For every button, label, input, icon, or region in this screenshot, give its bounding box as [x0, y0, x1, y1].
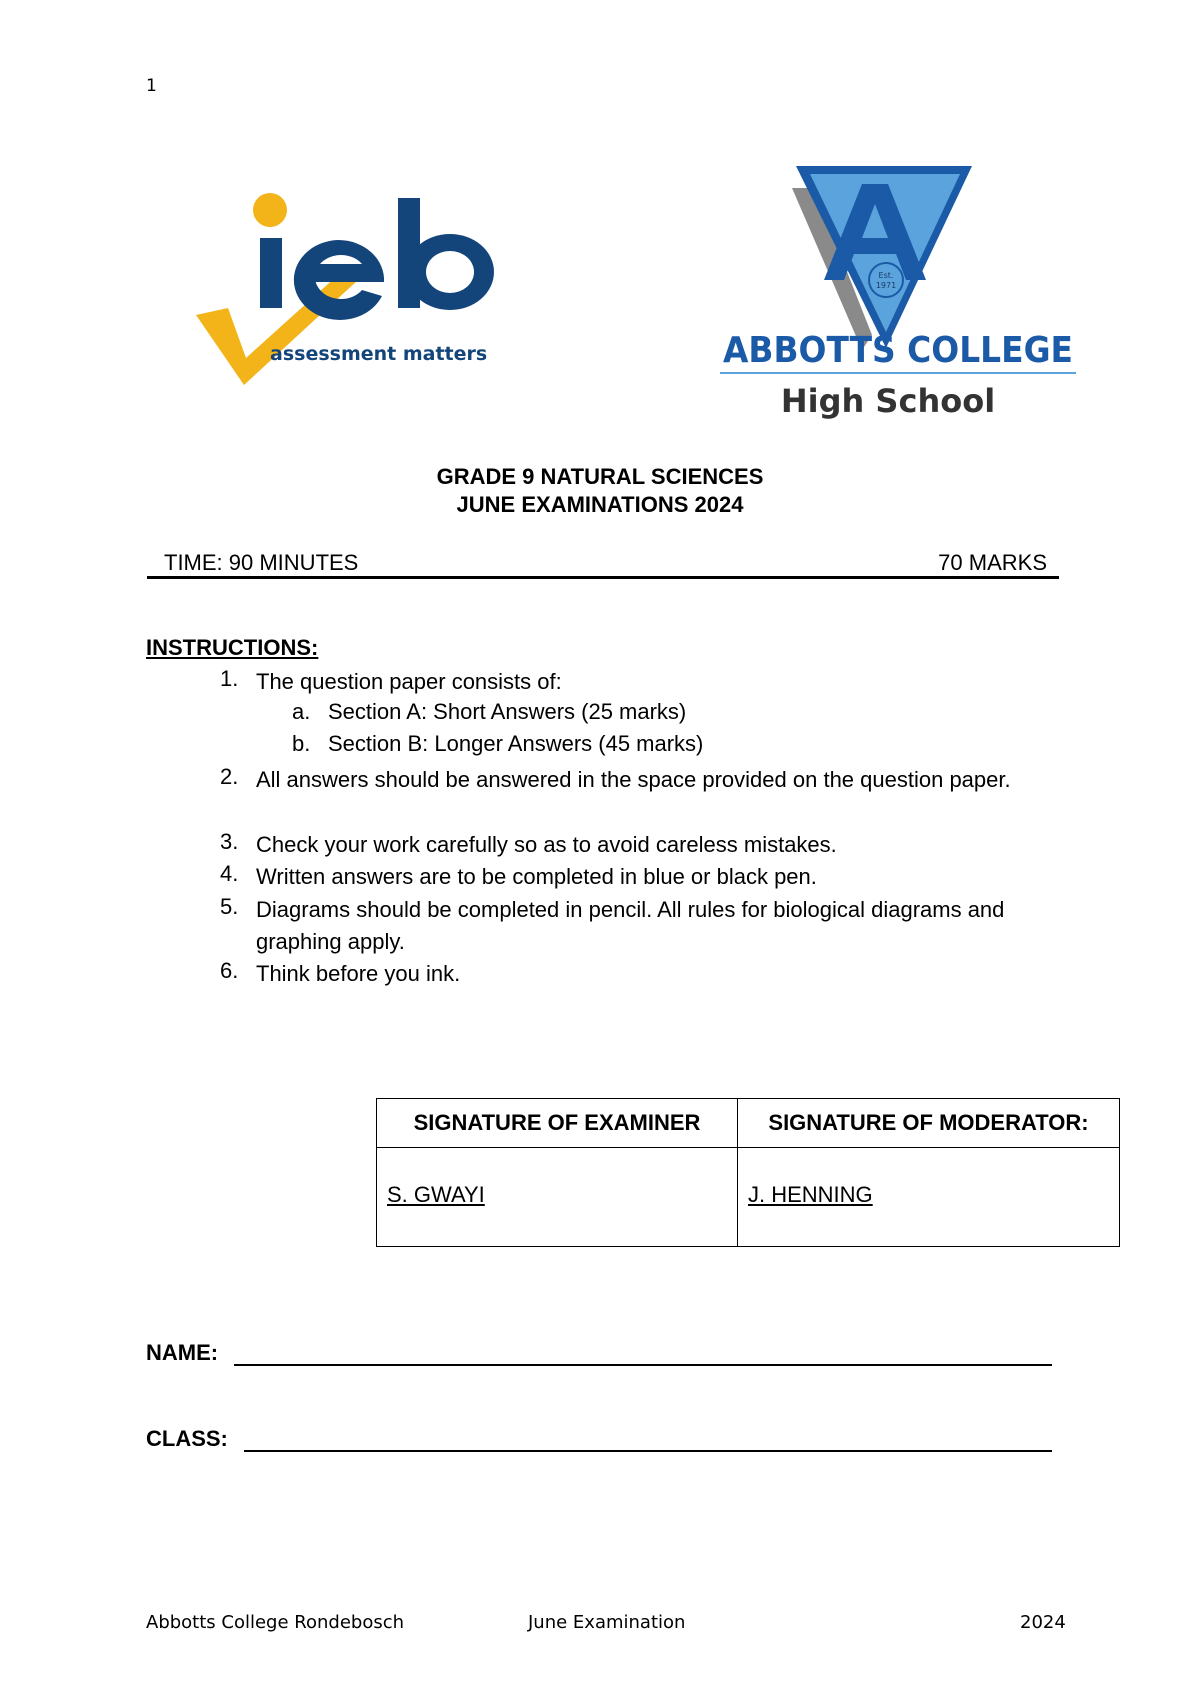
instruction-text: All answers should be answered in the space provided on the question paper.: [256, 767, 1011, 792]
ieb-logo-dot: [253, 193, 287, 227]
footer-year: 2024: [1020, 1612, 1066, 1633]
page-number: 1: [146, 76, 157, 96]
header-divider: [147, 576, 1059, 579]
exam-meta-row: [147, 550, 1059, 576]
exam-marks: 70 MARKS: [938, 550, 1047, 575]
instruction-number: 4.: [220, 861, 239, 886]
exam-subtitle: JUNE EXAMINATIONS 2024: [456, 492, 744, 517]
abbotts-est: Est.: [878, 271, 894, 280]
instruction-number: 5.: [220, 894, 239, 919]
examiner-signature-header: SIGNATURE OF EXAMINER: [377, 1099, 738, 1148]
abbotts-name: ABBOTTS COLLEGE: [723, 330, 1073, 371]
instruction-number: 3.: [220, 829, 239, 854]
sub-item-text: Section B: Longer Answers (45 marks): [328, 731, 704, 756]
abbotts-year: 1971: [875, 281, 897, 290]
sub-item-text: Section A: Short Answers (25 marks): [328, 699, 687, 724]
instruction-number: 1.: [220, 666, 239, 691]
class-label: CLASS:: [146, 1426, 228, 1451]
ieb-tagline: assessment matters: [270, 343, 488, 365]
signature-table: [376, 1098, 1120, 1247]
name-line[interactable]: [234, 1364, 1052, 1366]
instruction-number: 2.: [220, 764, 239, 789]
exam-time: TIME: 90 MINUTES: [164, 550, 359, 575]
instruction-text: The question paper consists of:: [256, 669, 562, 694]
moderator-signature-cell: [738, 1148, 1120, 1247]
abbotts-subname: High School: [780, 382, 996, 420]
sub-item-letter: b.: [292, 731, 311, 756]
instruction-text: Think before you ink.: [256, 961, 461, 986]
sub-item-letter: a.: [292, 699, 311, 724]
footer-school: Abbotts College Rondebosch: [146, 1612, 405, 1633]
name-label: NAME:: [146, 1340, 219, 1365]
class-line[interactable]: [244, 1450, 1052, 1452]
abbotts-college-logo: [712, 140, 1084, 430]
instruction-number: 6.: [220, 958, 239, 983]
examiner-signature-cell: [377, 1148, 738, 1247]
moderator-name: J. HENNING: [748, 1182, 873, 1207]
exam-title: GRADE 9 NATURAL SCIENCES: [436, 464, 764, 489]
instruction-text: Diagrams should be completed in pencil. All rules for biological diagrams and graphing apply.: [256, 897, 1005, 954]
footer-exam: June Examination: [528, 1612, 686, 1633]
instruction-text: Written answers are to be completed in blue or black pen.: [256, 864, 817, 889]
instruction-text: Check your work carefully so as to avoid careless mistakes.: [256, 832, 837, 857]
moderator-signature-header: SIGNATURE OF MODERATOR:: [738, 1099, 1120, 1148]
ieb-logo: [188, 180, 518, 415]
examiner-name: S. GWAYI: [387, 1182, 485, 1207]
instructions-heading: INSTRUCTIONS:: [146, 635, 319, 660]
